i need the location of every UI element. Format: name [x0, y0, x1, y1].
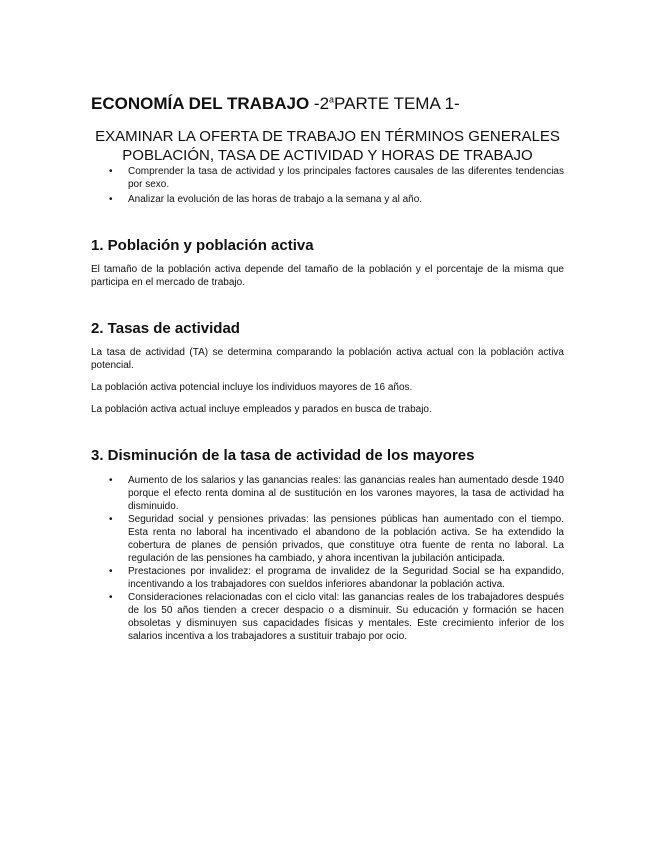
list-item-text: Aumento de los salarios y las ganancias reales: las ganancias reales han aumentado desde 1940 porque el efecto renta domina al de sustitución en los varones mayores, la tasa de actividad ha disminuido.	[128, 475, 564, 512]
document-title	[91, 93, 564, 115]
section-disminucion	[91, 446, 564, 643]
list-item-text: Comprender la tasa de actividad y los principales factores causales de las diferentes tendencias por sexo.	[128, 166, 564, 190]
list-item	[91, 591, 564, 643]
title-superscript: a	[329, 94, 335, 105]
section-tasas	[91, 319, 564, 416]
list-item-text: Prestaciones por invalidez: el programa de invalidez de la Seguridad Social se ha expandido, incentivando a los trabajadores con sueldos inferiores abandonar la población activa.	[128, 566, 564, 590]
bullet-icon: •	[109, 194, 113, 205]
title-part-suffix: PARTE TEMA 1-	[334, 94, 460, 113]
bullet-icon: •	[109, 566, 113, 577]
list-item	[91, 565, 564, 591]
bullet-icon: •	[109, 166, 113, 177]
list-item-text: Seguridad social y pensiones privadas: las pensiones públicas han aumentado con el tiempo. Esta renta no laboral ha incentivado el abandono de la población activa. Se ha extendido la cobertura de planes de pensión privados, que constituye otra fuente de renta no laboral. La regulación de las pensiones ha cambiado, y ahora incentivan la jubilación anticipada.	[128, 514, 564, 564]
factors-list	[91, 474, 564, 643]
document-page	[91, 93, 564, 643]
section-paragraph: La población activa potencial incluye los individuos mayores de 16 años.	[91, 382, 413, 393]
list-item-text: Consideraciones relacionadas con el ciclo vital: las ganancias reales de los trabajadores después de los 50 años tienden a crecer despacio o a disminuir. Su educación y formación se hacen obsoletas y disminuyen sus capacidades físicas y mentales. Este crecimiento inferior de los salarios incentiva a los trabajadores a sustituir trabajo por ocio.	[128, 592, 564, 642]
bullet-icon: •	[109, 475, 113, 486]
section-heading: 2. Tasas de actividad	[91, 320, 240, 337]
section-paragraph: El tamaño de la población activa depende del tamaño de la población y el porcentaje de la misma que participa en el mercado de trabajo.	[91, 264, 564, 288]
list-item	[91, 165, 564, 191]
list-item	[91, 513, 564, 565]
document-subtitle	[81, 127, 574, 165]
title-subject: ECONOMÍA DEL TRABAJO	[91, 94, 310, 113]
title-part-prefix: -2	[309, 94, 330, 113]
section-heading: 1. Población y población activa	[91, 237, 314, 254]
section-poblacion	[91, 236, 564, 289]
section-heading: 3. Disminución de la tasa de actividad de los mayores	[91, 447, 475, 464]
list-item-text: Analizar la evolución de las horas de trabajo a la semana y al año.	[128, 194, 423, 205]
subtitle-line-2: POBLACIÓN, TASA DE ACTIVIDAD Y HORAS DE TRABAJO	[122, 147, 533, 164]
section-paragraph: La población activa actual incluye empleados y parados en busca de trabajo.	[91, 404, 432, 415]
bullet-icon: •	[109, 514, 113, 525]
list-item	[91, 193, 564, 206]
subtitle-line-1: EXAMINAR LA OFERTA DE TRABAJO EN TÉRMINOS GENERALES	[95, 128, 560, 145]
section-paragraph: La tasa de actividad (TA) se determina comparando la población activa actual con la población activa potencial.	[91, 347, 564, 371]
list-item	[91, 474, 564, 513]
objectives-list	[91, 165, 564, 206]
bullet-icon: •	[109, 592, 113, 603]
